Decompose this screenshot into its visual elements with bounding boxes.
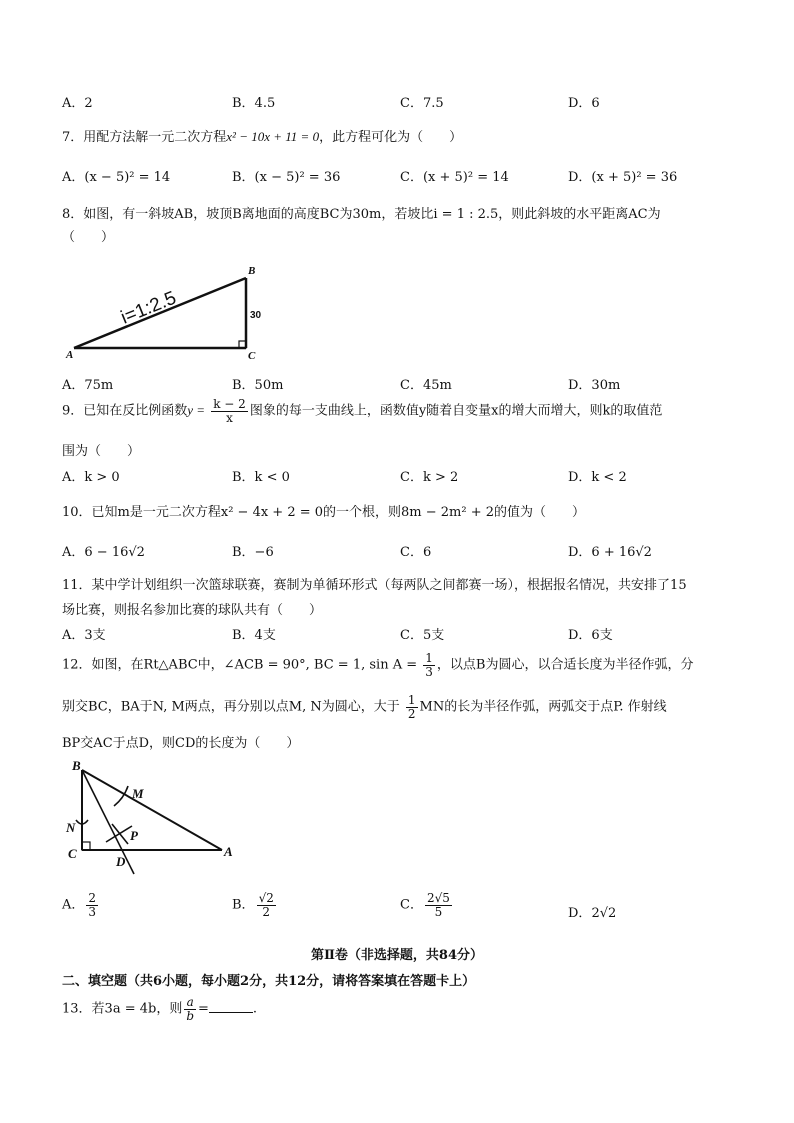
section2-title: 第Ⅱ卷（非选择题，共84分）	[310, 948, 484, 963]
q12-label-b: B	[72, 758, 81, 773]
q9-option-c: C．k > 2	[400, 470, 459, 485]
q12-option-b-fraction	[257, 892, 276, 918]
q12-option-a-fraction	[86, 892, 98, 918]
q7-option-c: C．(x + 5)² = 14	[400, 170, 509, 185]
q12-option-d-value: 2√2	[591, 906, 617, 921]
q7-option-b: B．(x − 5)² = 36	[232, 170, 341, 185]
q12-label-c: C	[68, 846, 77, 861]
q10-option-d: D．6 + 16√2	[568, 545, 652, 560]
q8-option-d: D．30m	[568, 378, 621, 393]
q9-fraction	[211, 398, 248, 424]
q12-sin-numerator: 1	[425, 651, 433, 665]
q6-option-a: A．2	[62, 96, 93, 111]
q12-line2-suffix: MN的长为半径作弧，两弧交于点P. 作射线	[419, 699, 667, 715]
q9-option-b: B．k < 0	[232, 470, 290, 485]
q9-stem-prefix: 9．已知在反比例函数	[62, 403, 188, 419]
q12-option-c-numerator: 2√5	[426, 891, 450, 905]
q7-stem	[62, 126, 462, 145]
q12-line2-prefix: 别交BC，BA于N, M两点，再分别以点M, N为圆心，大于	[62, 699, 400, 715]
q6-option-b: B．4.5	[232, 96, 276, 111]
q9-option-a: A．k > 0	[62, 470, 120, 485]
q11-stem-line2: 场比赛，则报名参加比赛的球队共有（ ）	[62, 603, 323, 618]
q9-fn-numerator: k − 2	[213, 397, 246, 411]
q8-option-b: B．50m	[232, 378, 284, 393]
q12-half-denominator: 2	[407, 706, 416, 721]
q8-stem: 8．如图，有一斜坡AB，坡顶B离地面的高度BC为30m，若坡比i = 1 : 2.5，则此斜坡的水平距离AC为	[62, 207, 661, 222]
q13-denominator: b	[186, 1008, 195, 1023]
q11-stem: 11．某中学计划组织一次篮球联赛，赛制为单循环形式（每两队之间都赛一场），根据报名情况，共安排了15	[62, 578, 687, 593]
q12-option-c	[400, 892, 454, 918]
q7-stem-prefix: 7．用配方法解一元二次方程	[62, 130, 227, 145]
q8-stem-line2: （ ）	[62, 230, 115, 245]
q12-sin-fraction	[423, 652, 435, 678]
q11-option-b: B．4支	[232, 628, 276, 643]
q8-label-c: C	[248, 350, 256, 362]
q11-option-a: A．3支	[62, 628, 106, 643]
q12-half-numerator: 1	[407, 693, 416, 707]
q12-stem-suffix: ，以点B为圆心，以合适长度为半径作弧，分	[436, 657, 694, 673]
q8-label-a: A	[66, 349, 74, 361]
q12-stem	[62, 652, 693, 678]
q12-option-c-label: C．	[400, 897, 423, 913]
q12-option-a-denominator: 3	[88, 904, 97, 919]
q12-option-a-label: A．	[62, 897, 85, 913]
q13-fraction	[184, 996, 196, 1022]
q13-answer-blank[interactable]	[209, 1012, 253, 1013]
q8-option-c: C．45m	[400, 378, 452, 393]
q9-fn-denominator: x	[226, 410, 233, 425]
q7-stem-suffix: ，此方程可化为（ ）	[319, 130, 463, 145]
q12-option-b-denominator: 2	[262, 904, 271, 919]
q8-slope-label: i=1:2.5	[118, 287, 180, 329]
q13-numerator: a	[184, 996, 196, 1010]
q7-option-a: A．(x − 5)² = 14	[62, 170, 171, 185]
q12-sin-denominator: 3	[425, 664, 433, 679]
q12-stem-prefix: 12．如图，在Rt△ABC中，∠ACB = 90°, BC = 1, sin A =	[62, 657, 418, 673]
q11-option-d: D．6支	[568, 628, 613, 643]
q12-option-d	[568, 902, 616, 921]
q8-height-label: 30	[250, 310, 262, 321]
q12-option-a	[62, 892, 100, 918]
q12-option-a-numerator: 2	[88, 891, 97, 905]
q10-option-b: B．−6	[232, 545, 274, 560]
q13-suffix: .	[252, 1001, 258, 1017]
q8-figure	[62, 262, 282, 366]
q12-side-ba	[82, 770, 222, 850]
q12-option-b-numerator: √2	[258, 891, 274, 905]
q10-stem: 10．已知m是一元二次方程x² − 4x + 2 = 0的一个根，则8m − 2m² + 2的值为（ ）	[62, 505, 586, 520]
q9-option-d: D．k < 2	[568, 470, 627, 485]
q12-half-fraction	[406, 694, 418, 720]
q8-label-b: B	[248, 265, 256, 277]
q12-right-angle-mark	[82, 842, 90, 850]
q9-fn-lhs: y =	[187, 402, 206, 418]
q9-stem-suffix: 图象的每一支曲线上，函数值y随着自变量x的增大而增大，则k的取值范	[249, 403, 663, 419]
q12-option-d-label: D．	[568, 906, 592, 921]
q12-option-c-fraction	[425, 892, 452, 918]
section2-subtitle: 二、填空题（共6小题，每小题2分，共12分，请将答案填在答题卡上）	[62, 974, 476, 989]
q12-label-p: P	[130, 828, 138, 843]
q13-equals: =	[198, 1001, 209, 1017]
q12-label-n: N	[66, 820, 76, 835]
q12-label-a: A	[224, 844, 233, 859]
q6-option-d: D．6	[568, 96, 600, 111]
q11-option-c: C．5支	[400, 628, 445, 643]
q12-option-b	[232, 892, 278, 918]
q13-prefix: 13．若3a = 4b，则	[62, 1001, 183, 1017]
q6-option-c: C．7.5	[400, 96, 444, 111]
q12-label-m: M	[132, 786, 144, 801]
q12-option-c-denominator: 5	[434, 904, 443, 919]
q10-option-a: A．6 − 16√2	[62, 545, 145, 560]
q12-label-d: D	[116, 854, 126, 869]
q7-option-d: D．(x + 5)² = 36	[568, 170, 678, 185]
q9-stem	[62, 398, 662, 424]
q7-equation: x² − 10x + 11 = 0	[226, 129, 320, 144]
q8-option-a: A．75m	[62, 378, 114, 393]
q12-figure	[62, 756, 252, 876]
q12-option-b-label: B．	[232, 897, 255, 913]
q12-stem-line2	[62, 694, 667, 720]
q10-option-c: C．6	[400, 545, 432, 560]
q12-stem-line3: BP交AC于点D，则CD的长度为（ ）	[62, 736, 300, 751]
q13-stem	[62, 996, 257, 1022]
q9-stem-line2: 围为（ ）	[62, 444, 141, 459]
